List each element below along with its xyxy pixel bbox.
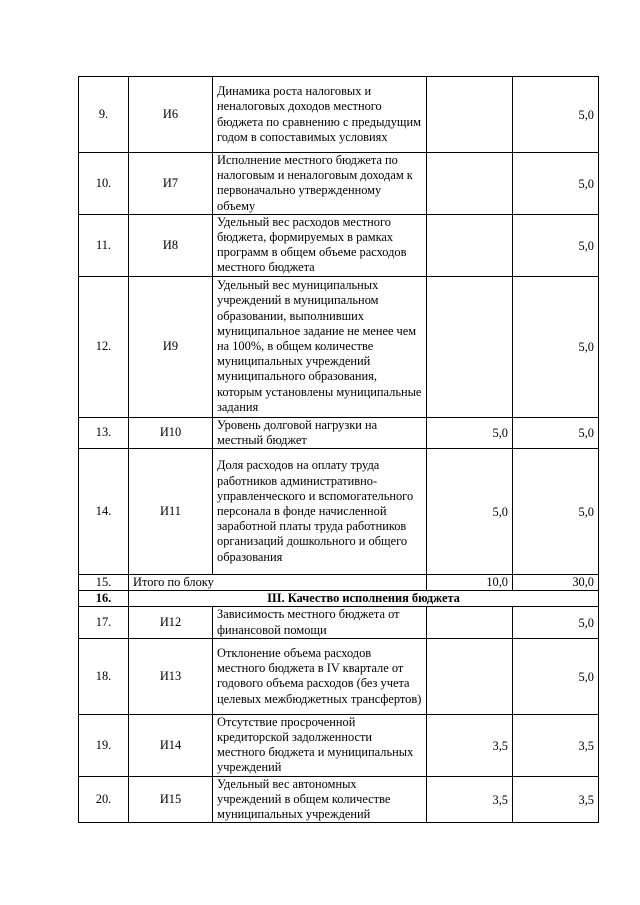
table-row	[79, 449, 599, 575]
row-number: 15.	[79, 575, 129, 591]
table-row	[79, 417, 599, 448]
indicator-description: Отклонение объема расходов местного бюджета в IV квартале от годового объема расходов (без учета целевых межбюджетных трансфертов)	[213, 638, 427, 714]
value-text: 5,0	[578, 176, 594, 191]
value-column-2	[513, 214, 599, 276]
value-column-1	[427, 77, 513, 153]
value-text: 3,5	[578, 738, 594, 753]
value-text: 3,5	[492, 738, 508, 753]
indicator-description: Удельный вес муниципальных учреждений в муниципальном образовании, выполнивших муниципальное задание не менее чем на 100%, в общем количестве муниципальных учреждений муниципального образования, которым установлены муниципальные задания	[213, 276, 427, 417]
row-number: 14.	[79, 449, 129, 575]
indicator-code: И14	[129, 714, 213, 776]
value-column-2	[513, 776, 599, 823]
table-row	[79, 214, 599, 276]
value-column-1	[427, 607, 513, 638]
value-column-2	[513, 77, 599, 153]
table-row	[79, 153, 599, 215]
value-text: 3,5	[492, 792, 508, 807]
total-row	[79, 575, 599, 591]
value-column-2	[513, 276, 599, 417]
value-text	[431, 675, 508, 677]
row-number: 12.	[79, 276, 129, 417]
value-text: 5,0	[578, 340, 594, 355]
total-value-1: 10,0	[427, 575, 513, 591]
table-row	[79, 607, 599, 638]
indicator-table	[78, 76, 599, 823]
indicator-description: Уровень долговой нагрузки на местный бюджет	[213, 417, 427, 448]
value-column-1	[427, 638, 513, 714]
value-column-1	[427, 276, 513, 417]
value-column-2	[513, 417, 599, 448]
value-text: 5,0	[578, 238, 594, 253]
value-column-2	[513, 153, 599, 215]
value-column-2	[513, 714, 599, 776]
indicator-code: И11	[129, 449, 213, 575]
value-column-1	[427, 417, 513, 448]
indicator-code: И8	[129, 214, 213, 276]
indicator-description: Динамика роста налоговых и неналоговых доходов местного бюджета по сравнению с предыдущим годом в сопоставимых условиях	[213, 77, 427, 153]
value-text: 5,0	[578, 504, 594, 519]
value-column-2	[513, 638, 599, 714]
row-number: 17.	[79, 607, 129, 638]
indicator-code: И15	[129, 776, 213, 823]
value-column-1	[427, 776, 513, 823]
row-number: 10.	[79, 153, 129, 215]
indicator-code: И7	[129, 153, 213, 215]
table-row	[79, 776, 599, 823]
indicator-description: Отсутствие просроченной кредиторской задолженности местного бюджета и муниципальных учреждений	[213, 714, 427, 776]
indicator-description: Зависимость местного бюджета от финансовой помощи	[213, 607, 427, 638]
value-text	[431, 346, 508, 348]
value-column-1	[427, 714, 513, 776]
indicator-code: И9	[129, 276, 213, 417]
value-column-1	[427, 214, 513, 276]
value-text: 5,0	[578, 426, 594, 441]
value-text	[431, 622, 508, 624]
value-text: 5,0	[492, 504, 508, 519]
value-text	[431, 182, 508, 184]
row-number: 20.	[79, 776, 129, 823]
value-text: 5,0	[578, 616, 594, 631]
indicator-description: Исполнение местного бюджета по налоговым и неналоговым доходам к первоначально утвержденному объему	[213, 153, 427, 215]
value-text: 5,0	[492, 426, 508, 441]
value-column-1	[427, 153, 513, 215]
section-title: III. Качество исполнения бюджета	[129, 591, 599, 607]
total-value-2: 30,0	[513, 575, 599, 591]
value-column-1	[427, 449, 513, 575]
indicator-code: И6	[129, 77, 213, 153]
indicator-code: И13	[129, 638, 213, 714]
table-row	[79, 714, 599, 776]
value-column-2	[513, 449, 599, 575]
indicator-description: Удельный вес автономных учреждений в общем количестве муниципальных учреждений	[213, 776, 427, 823]
section-header-row	[79, 591, 599, 607]
value-column-2	[513, 607, 599, 638]
value-text	[431, 114, 508, 116]
table-row	[79, 276, 599, 417]
row-number: 9.	[79, 77, 129, 153]
row-number: 18.	[79, 638, 129, 714]
indicator-description: Доля расходов на оплату труда работников административно-управленческого и вспомогательного персонала в фонде начисленной заработной платы труда работников организаций дошкольного и общего образования	[213, 449, 427, 575]
indicator-code: И10	[129, 417, 213, 448]
table-row	[79, 638, 599, 714]
row-number: 16.	[79, 591, 129, 607]
value-text: 5,0	[578, 107, 594, 122]
indicator-code: И12	[129, 607, 213, 638]
row-number: 11.	[79, 214, 129, 276]
table-row	[79, 77, 599, 153]
total-label: Итого по блоку	[129, 575, 427, 591]
value-text: 5,0	[578, 669, 594, 684]
row-number: 13.	[79, 417, 129, 448]
value-text	[431, 244, 508, 246]
row-number: 19.	[79, 714, 129, 776]
indicator-description: Удельный вес расходов местного бюджета, формируемых в рамках программ в общем объеме расходов местного бюджета	[213, 214, 427, 276]
value-text: 3,5	[578, 792, 594, 807]
